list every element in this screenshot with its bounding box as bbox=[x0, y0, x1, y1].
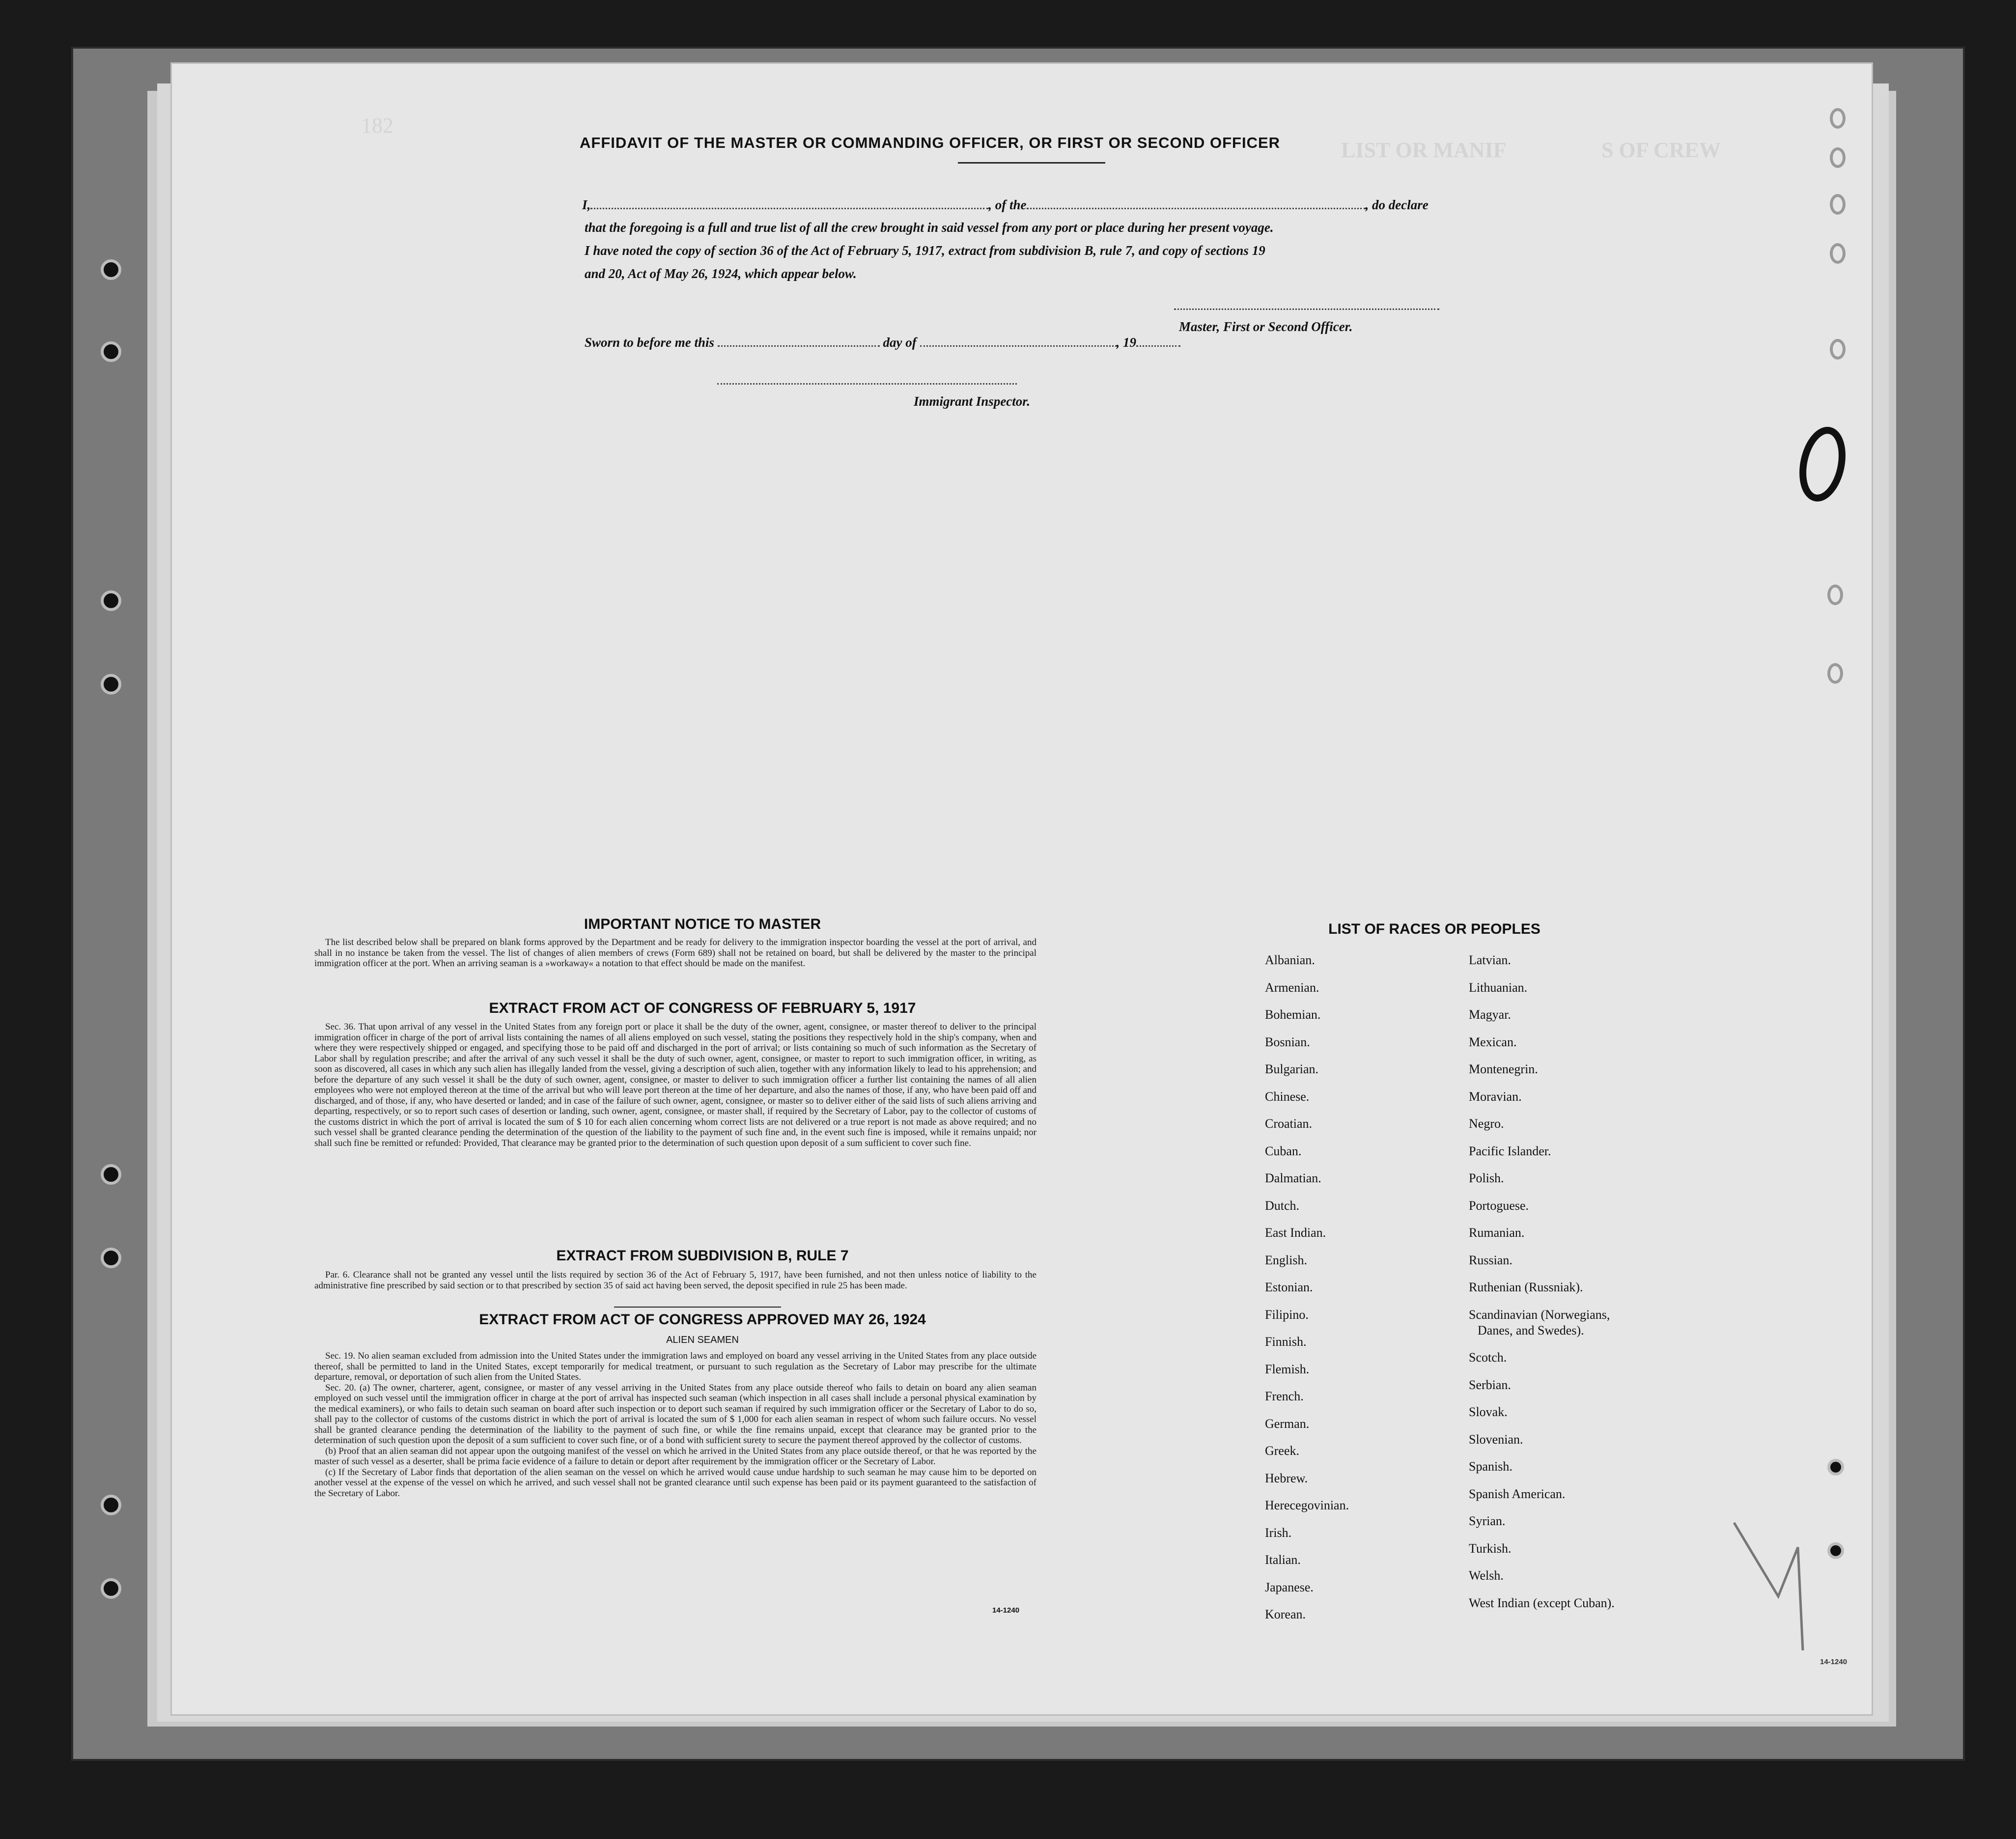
race-item: Scotch. bbox=[1469, 1350, 1507, 1365]
race-item: Hebrew. bbox=[1265, 1471, 1308, 1485]
race-item: Bosnian. bbox=[1265, 1034, 1310, 1049]
day-of-label: day of bbox=[883, 335, 917, 350]
declaration-line-1 bbox=[582, 197, 1658, 213]
alien-seamen-subtitle: ALIEN SEAMEN bbox=[666, 1335, 739, 1345]
title-underline bbox=[958, 162, 1105, 164]
race-item: Greek. bbox=[1265, 1444, 1300, 1458]
master-signature-label: Master, First or Second Officer. bbox=[1179, 319, 1353, 334]
vessel-label: , of the bbox=[988, 197, 1027, 212]
binder-hole bbox=[101, 1164, 121, 1185]
race-item: Irish. bbox=[1265, 1525, 1292, 1540]
declaration-line-4: and 20, Act of May 26, 1924, which appear below. bbox=[585, 266, 857, 281]
rule-7-paragraph: Par. 6. Clearance shall not be granted any vessel until the lists required by section 36 of the Act of February 5, 1917, have been furnished, and not then unless notice of liability to the administrative fine prescribed by said section or to that prescribed by section 35 of said act having been served, the deposit specified in rule 25 has been made. bbox=[314, 1270, 1036, 1291]
inspector-signature-field[interactable] bbox=[717, 383, 1017, 385]
binder-ring bbox=[1830, 194, 1846, 215]
race-item: Polish. bbox=[1469, 1171, 1504, 1185]
binder-hole bbox=[101, 590, 121, 611]
master-signature-field[interactable] bbox=[1174, 308, 1439, 310]
binder-ring bbox=[1830, 339, 1846, 360]
race-item: English. bbox=[1265, 1253, 1307, 1267]
binder-hole bbox=[1827, 1459, 1844, 1476]
race-item: Dutch. bbox=[1265, 1198, 1300, 1213]
rule-7-body bbox=[314, 1270, 1036, 1291]
affidavit-title: AFFIDAVIT OF THE MASTER OR COMMANDING OFFICER, OR FIRST OR SECOND OFFICER bbox=[580, 134, 1281, 151]
race-item: French. bbox=[1265, 1389, 1304, 1403]
binder-ring bbox=[1827, 663, 1843, 684]
extract-1917-body bbox=[314, 1022, 1036, 1148]
race-item: Moravian. bbox=[1469, 1089, 1522, 1104]
races-title: LIST OF RACES OR PEOPLES bbox=[1328, 921, 1540, 937]
race-item: Turkish. bbox=[1469, 1541, 1512, 1556]
races-column-2 bbox=[1469, 953, 1615, 1623]
race-item: Russian. bbox=[1469, 1253, 1512, 1267]
binder-hole bbox=[1827, 1542, 1844, 1559]
race-item: Finnish. bbox=[1265, 1335, 1307, 1349]
race-item: Estonian. bbox=[1265, 1280, 1313, 1294]
race-item: Korean. bbox=[1265, 1607, 1306, 1621]
race-item: Croatian. bbox=[1265, 1116, 1313, 1131]
extract-1924-title: EXTRACT FROM ACT OF CONGRESS APPROVED MAY 26, 1924 bbox=[479, 1311, 926, 1328]
race-item: Slovak. bbox=[1469, 1405, 1508, 1419]
bleed-page-number: 182 bbox=[361, 113, 393, 138]
race-item: Bulgarian. bbox=[1265, 1062, 1319, 1076]
binder-hole bbox=[101, 1248, 121, 1268]
race-item: Slovenian. bbox=[1469, 1432, 1523, 1447]
affidavit-page bbox=[172, 64, 1872, 1714]
declare-label: , do declare bbox=[1365, 197, 1428, 212]
race-item: Portoguese. bbox=[1469, 1198, 1529, 1213]
race-item: East Indian. bbox=[1265, 1226, 1326, 1240]
inspector-label: Immigrant Inspector. bbox=[914, 394, 1031, 409]
bleed-header-right: S OF CREW bbox=[1601, 138, 1721, 162]
race-item: Syrian. bbox=[1469, 1514, 1506, 1528]
binder-ring bbox=[1827, 585, 1843, 605]
declarant-label: I, bbox=[582, 197, 591, 212]
sworn-day-field[interactable] bbox=[718, 345, 880, 347]
race-item: German. bbox=[1265, 1416, 1310, 1431]
race-item: Albanian. bbox=[1265, 953, 1315, 967]
race-item: Welsh. bbox=[1469, 1568, 1504, 1583]
race-item: Danes, and Swedes). bbox=[1478, 1323, 1584, 1337]
handwritten-zero-mark bbox=[1793, 422, 1852, 506]
declarant-name-field[interactable] bbox=[590, 208, 988, 209]
race-item: Spanish. bbox=[1469, 1459, 1512, 1474]
race-item: Chinese. bbox=[1265, 1089, 1310, 1104]
race-item: Cuban. bbox=[1265, 1143, 1302, 1158]
rule-7-title: EXTRACT FROM SUBDIVISION B, RULE 7 bbox=[556, 1248, 849, 1264]
section-20a-paragraph: Sec. 20. (a) The owner, charterer, agent, consignee, or master of any vessel arriving in the United States from any place outside thereof who fails to detain on board any alien seaman employed on such vessel until the immigration officer in charge at the port of arrival has inspected such seaman (which inspection in all cases shall include a personal physical examination by the medical examiners), or who fails to detain such seaman on board after such inspection or to deport such seaman if required by such immigration officer or the Secretary of Labor to do so, shall pay to the collector of customs of the customs district in which the port of arrival is located the sum of $ 1,000 for each alien seaman in respect of whom such failure occurs. No vessel shall be granted clearance pending the determination of the liability to the payment of such fine, or while the fine remains unpaid, except that clearance may be granted prior to the determination of such question upon the deposit of a sum sufficient to cover such fine, or of a bond with sufficient surety to secure the payment thereof approved by the collector of customs. bbox=[314, 1382, 1036, 1446]
notice-title: IMPORTANT NOTICE TO MASTER bbox=[584, 916, 821, 932]
race-item: Negro. bbox=[1469, 1116, 1504, 1131]
race-item: Rumanian. bbox=[1469, 1226, 1525, 1240]
binder-hole bbox=[101, 341, 121, 362]
race-item: Serbian. bbox=[1469, 1377, 1511, 1392]
race-item: Mexican. bbox=[1469, 1034, 1517, 1049]
year-label: , 19 bbox=[1116, 335, 1137, 350]
pencil-check-mark bbox=[1724, 1513, 1822, 1655]
race-item: Bohemian. bbox=[1265, 1007, 1321, 1022]
race-item: Armenian. bbox=[1265, 980, 1319, 995]
vessel-name-field[interactable] bbox=[1027, 208, 1366, 209]
notice-paragraph: The list described below shall be prepared on blank forms approved by the Department and be ready for delivery to the immigration inspector boarding the vessel at the port of arrival, and shall in no instance be taken from the vessel. The list of changes of alien members of crews (Form 689) shall not be retained on board, but shall be delivered by the master to the principal immigration officer at the port. When an arriving seaman is a »workaway« a notation to that effect should be made on the manifest. bbox=[314, 937, 1036, 969]
extract-1924-body bbox=[314, 1351, 1036, 1499]
sworn-line bbox=[585, 335, 1180, 350]
race-item: Dalmatian. bbox=[1265, 1171, 1321, 1185]
binder-hole bbox=[101, 259, 121, 280]
race-item: Pacific Islander. bbox=[1469, 1143, 1551, 1158]
section-20c-paragraph: (c) If the Secretary of Labor finds that deportation of the alien seaman on the vessel on which he arrived would cause undue hardship to such seaman he may cause him to be deported on another vessel at the expense of the vessel on which he arrived, and such vessel shall not be granted clearance until such expense has been paid or its payment guaranteed to the satisfaction of the Secretary of Labor. bbox=[314, 1467, 1036, 1499]
form-number: 14-1240 bbox=[992, 1606, 1020, 1615]
race-item: Scandinavian (Norwegians, bbox=[1469, 1307, 1610, 1322]
binder-ring bbox=[1830, 108, 1846, 129]
race-item: Herecegovinian. bbox=[1265, 1498, 1349, 1512]
sworn-month-field[interactable] bbox=[920, 345, 1117, 347]
race-item: Japanese. bbox=[1265, 1580, 1314, 1594]
race-item: Spanish American. bbox=[1469, 1486, 1566, 1501]
extract-1917-title: EXTRACT FROM ACT OF CONGRESS OF FEBRUARY 5, 1917 bbox=[489, 1000, 916, 1016]
sworn-label: Sworn to before me this bbox=[585, 335, 715, 350]
declaration-line-3: I have noted the copy of section 36 of the Act of February 5, 1917, extract from subdivision B, rule 7, and copy of sections 19 bbox=[585, 243, 1265, 258]
race-item: Latvian. bbox=[1469, 953, 1511, 967]
binder-hole bbox=[101, 674, 121, 695]
bleed-header: LIST OR MANIF bbox=[1341, 138, 1507, 162]
divider bbox=[614, 1307, 781, 1308]
race-item: Filipino. bbox=[1265, 1307, 1309, 1322]
binder-hole bbox=[101, 1495, 121, 1515]
section-20b-paragraph: (b) Proof that an alien seaman did not appear upon the outgoing manifest of the vessel on which he arrived in the United States from any place outside thereof, or that he was reported by the master of such vessel as a deserter, shall be prima facie evidence of a failure to detain or deport after requirement by the immigration officer or the Secretary of Labor. bbox=[314, 1446, 1036, 1467]
race-item: West Indian (except Cuban). bbox=[1469, 1595, 1615, 1610]
notice-body bbox=[314, 937, 1036, 969]
sworn-year-field[interactable] bbox=[1136, 345, 1180, 347]
binder-ring bbox=[1830, 147, 1846, 168]
binder-ring bbox=[1830, 243, 1846, 264]
races-column-1 bbox=[1265, 953, 1349, 1635]
race-item: Lithuanian. bbox=[1469, 980, 1528, 995]
declaration-line-2: that the foregoing is a full and true list of all the crew brought in said vessel from any port or place during her present voyage. bbox=[585, 220, 1274, 235]
race-item: Montenegrin. bbox=[1469, 1062, 1538, 1076]
section-36-paragraph: Sec. 36. That upon arrival of any vessel in the United States from any foreign port or place it shall be the duty of the owner, agent, consignee, or master thereof to deliver to the principal immigration officer in charge of the port of arrival lists containing the names of all aliens employed on such vessel, stating the positions they respectively hold in the ship's company, when and where they were respectively shipped or engaged, and specifying those to be paid off and discharged in the port of arrival; or lists containing so much of such information as the Secretary of Labor shall by regulation prescribe; and after the arrival of any such vessel it shall be the duty of such owner, agent, consignee, or master to report to such immigration officer, in writing, as soon as discovered, all cases in which any such alien has illegally landed from the vessel, giving a description of such alien, together with any information likely to lead to his apprehension; and before the departure of any such vessel it shall be the duty of such owner, agent, consignee, or master to deliver to such immigration officer a further list containing the names of all alien employees who were not employed thereon at the time of the arrival but who will leave port thereon at the time of her departure, and also the names of those, if any, who have been paid off and discharged, and of those, if any, who have deserted or landed; and in case of the failure of such owner, agent, consignee, or master so to deliver either of the said lists of such aliens arriving and departing, respectively, or so to report such cases of desertion or landing, such owner, agent, consignee, or master shall, if required by the Secretary of Labor, pay to the collector of customs of the customs district in which the port of arrival is located the sum of $ 10 for each alien concerning whom correct lists are not delivered or a true report is not made as above required; and no such vessel shall be granted clearance pending the determination of the question of the liability to the payment of such fine and, in the event such fine is imposed, while it remains unpaid; nor shall such fine be remitted or refunded: Provided, That clearance may be granted prior to the determination of such question upon deposit of a sum sufficient to cover such fine. bbox=[314, 1022, 1036, 1148]
binder-hole bbox=[101, 1578, 121, 1599]
race-item: Italian. bbox=[1265, 1553, 1301, 1567]
section-19-paragraph: Sec. 19. No alien seaman excluded from admission into the United States under the immigration laws and employed on board any vessel arriving in the United States from any place outside thereof, shall be permitted to land in the United States, except temporarily for medical treatment, or pursuant to such regulation as the Secretary of Labor may prescribe for the ultimate departure, removal, or deportation of such alien from the United States. bbox=[314, 1351, 1036, 1382]
race-item: Flemish. bbox=[1265, 1362, 1310, 1376]
race-item: Magyar. bbox=[1469, 1007, 1511, 1022]
race-item: Ruthenian (Russniak). bbox=[1469, 1280, 1583, 1294]
corner-form-number: 14-1240 bbox=[1820, 1658, 1848, 1666]
